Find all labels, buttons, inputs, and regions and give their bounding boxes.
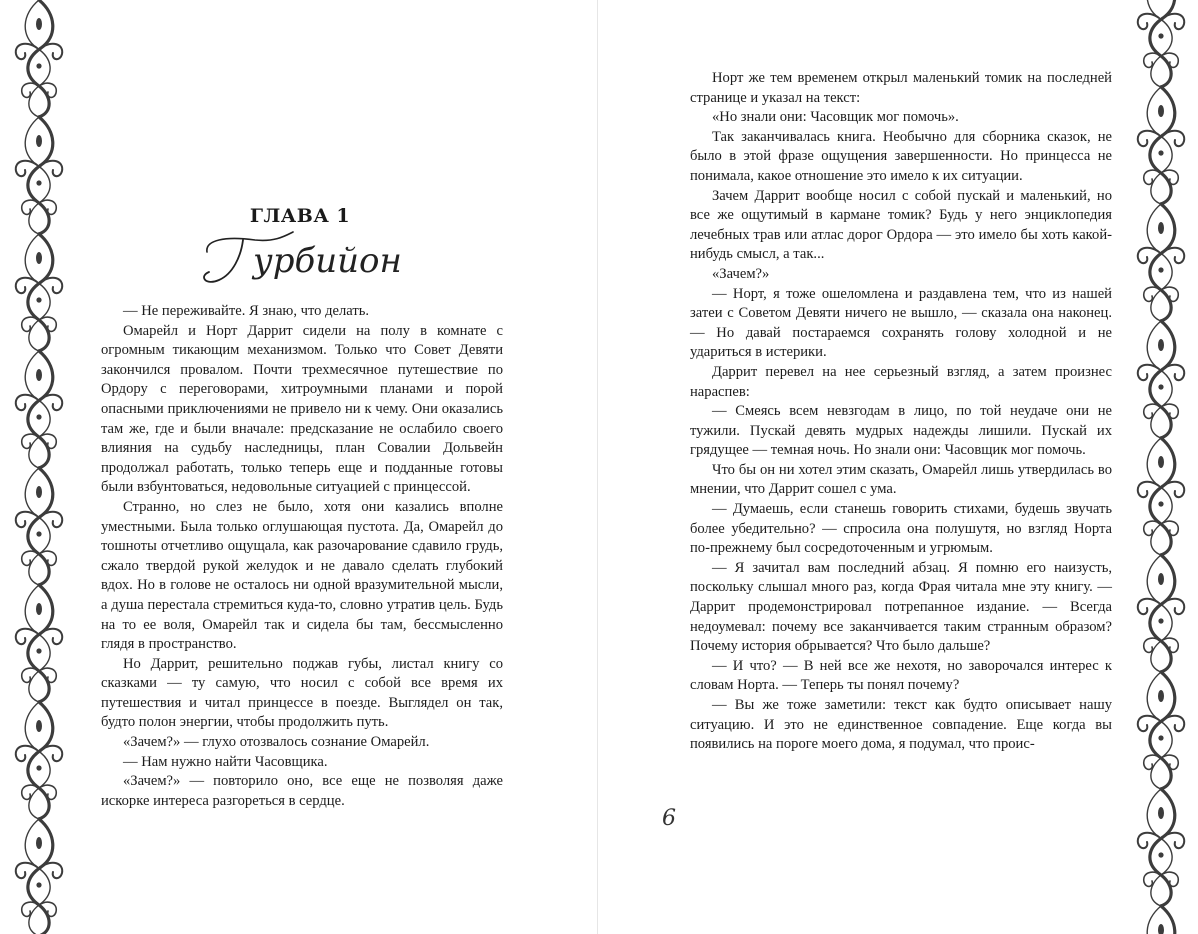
paragraph: — Не переживайте. Я знаю, что делать. [123,303,370,319]
chapter-title [185,222,415,292]
paragraph: «Но знали они: Часовщик мог помочь». [712,109,959,126]
paragraph: Норт же тем временем открыл маленький томик на последней странице и указал на текст: [690,70,1112,106]
left-ornamental-border [8,0,70,934]
paragraph: — Норт, я тоже ошеломлена и раздавлена тем, что из нашей затеи с Советом Девяти ничего не вышло, — сказала она наконец. — Но давай постараемся сохранять голову холодной и не удариться в истерики. [690,285,1112,361]
paragraph: Странно, но слез не было, хотя они казались вполне уместными. Была только оглушающая пустота. Да, Омарейл до тошноты отчетливо ощущала, как разочарование сдавило грудь, сжало твердой рукой желудок и не давало сделать глубокий вдох. Но в голове не осталось ни одной вразумительной мысли, а душа перестала стремиться куда-то, словно утратив цель. Будь на то ее воля, Омарейл так и сидела бы там, бессмысленно глядя в пространство. [101,498,503,653]
paragraph: «Зачем?» — глухо отозвалось сознание Омарейл. [123,734,430,751]
paragraph: Даррит перевел на нее серьезный взгляд, а затем произнес нараспев: [690,363,1112,400]
paragraph: — И что? — В ней все же нехотя, но заворочался интерес к словам Норта. — Теперь ты понял почему? [690,657,1112,694]
paragraph: Омарейл и Норт Даррит сидели на полу в комнате с огромным тикающим механизмом. Только что Совет Девяти закончился провалом. Почти трехмесячное путешествие по Ордору с переговорами, хитроумными планами и порой опасными приключениями не привело ни к чему. Они оказались там же, где и были вначале: предсказание не ослабило своего влияния на судьбу наследницы, план Совалии Дольвейн продолжал работать, только теперь еще и подданные готовы были взбунтоваться, недовольные ситуацией с принцессой. [101,322,503,496]
paragraph: Так заканчивалась книга. Необычно для сборника сказок, не было в этой фразе ощущения завершенности. Но принцесса не понимала, какое отношение это имело к их ситуации. [690,128,1112,184]
left-page-text [101,302,503,811]
chapter-heading: ГЛАВА 1 [249,205,351,227]
paragraph: — Вы же тоже заметили: текст как будто описывает нашу ситуацию. И это не единственное совпадение. Еще когда вы появились на пороге моего дома, я подумал, что проис- [690,697,1112,753]
paragraph: — Думаешь, если станешь говорить стихами, будешь звучать более убедительно? — спросила она полушутя, но взгляд Норта по-прежнему был сосредоточенным и угрюмым. [690,501,1112,557]
chapter-title-text: урбийон [253,241,402,281]
paragraph: Что бы он ни хотел этим сказать, Омарейл лишь утвердилась во мнении, что Даррит сошел с ума. [690,461,1112,498]
page-number: 6 [662,806,676,831]
paragraph: — Смеясь всем невзгодам в лицо, по той неудаче они не тужили. Пускай девять мудрых надежды лишили. Пускай их грядущее — темная ночь. Но знали они: Часовщик мог помочь. [690,403,1112,459]
paragraph: «Зачем?» [712,265,770,282]
paragraph: Но Даррит, решительно поджав губы, листал книгу со сказками — ту самую, что носил с собой все время их путешествия и читал принцессе в поезде. Выглядел он так, будто полон энергии, чтобы продолжить путь. [101,655,503,731]
paragraph: Зачем Даррит вообще носил с собой пускай и маленький, но все же ощутимый в кармане томик? Будь у него энциклопедия лечебных трав или атлас дорог Ордора — это имело бы хоть какой-нибудь смысл, а так... [690,187,1112,263]
paragraph: — Я зачитал вам последний абзац. Я помню его наизусть, поскольку слышал много раз, когда Фрая читала мне эту книгу. — Даррит продемонстрировал потрепанное издание. — Всегда недоумевал: почему все заканчивается таким странным образом? Почему история обрывается? Что было дальше? [690,559,1112,655]
right-ornamental-border [1130,0,1192,934]
paragraph: «Зачем?» — повторило оно, все еще не позволяя даже искорке интереса разгореться в сердце. [101,773,503,809]
right-page-text [690,69,1112,755]
paragraph: — Нам нужно найти Часовщика. [123,753,328,770]
page-gutter [597,0,598,934]
